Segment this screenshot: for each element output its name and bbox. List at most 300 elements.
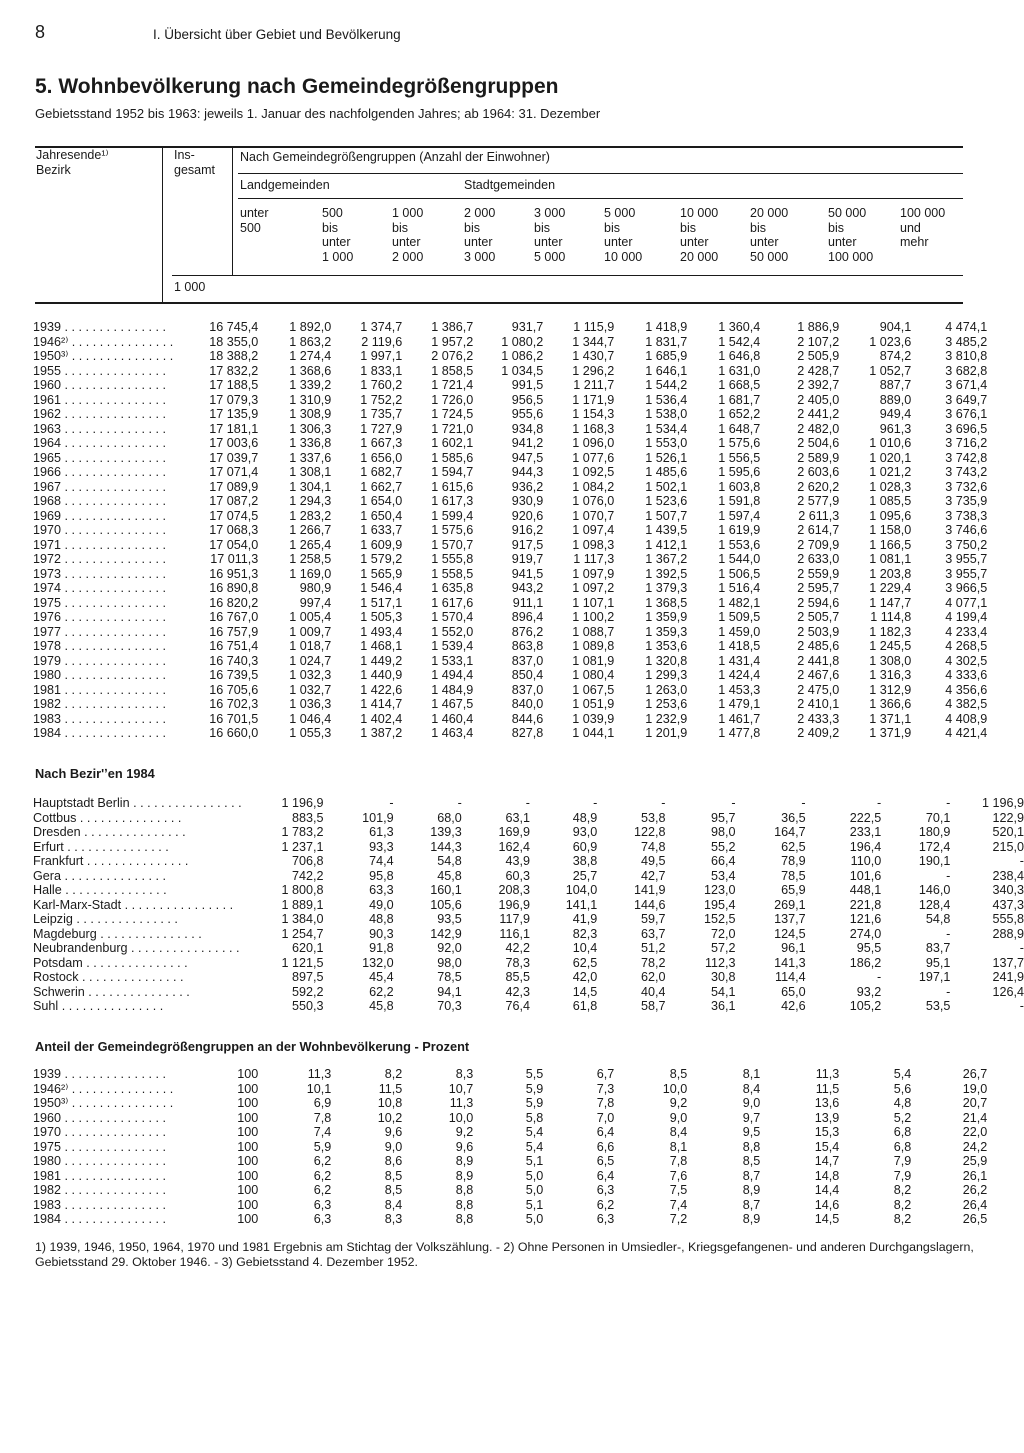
- cell-value: 844,6: [511, 711, 544, 726]
- cell-value: 54,1: [711, 984, 736, 999]
- cell-value: 1 020,1: [869, 450, 912, 465]
- cell-value: 3 742,8: [945, 450, 988, 465]
- row-label: 1972 . . .: [33, 552, 173, 567]
- cell-value: 1 371,9: [869, 726, 912, 740]
- cell-value: 122,8: [633, 825, 666, 839]
- header-bottom-rule: [35, 302, 963, 304]
- cell-value: 132,0: [362, 955, 394, 970]
- cell-value: 1 232,9: [645, 711, 688, 726]
- cell-value: 8,2: [384, 1067, 403, 1081]
- cell-value: 61,3: [369, 825, 394, 839]
- cell-value: 190,1: [918, 854, 951, 868]
- cell-value: 1 858,5: [431, 363, 474, 378]
- cell-value: 8,9: [455, 1154, 474, 1168]
- table-row: [33, 712, 987, 727]
- cell-value: 1 430,7: [572, 349, 615, 363]
- cell-value: -: [946, 796, 951, 810]
- cell-value: 233,1: [849, 825, 882, 839]
- cell-value: 3 649,7: [945, 392, 988, 407]
- cell-value: 3 676,1: [945, 407, 988, 421]
- cell-value: 1 337,6: [289, 450, 332, 465]
- cell-value: 36,5: [781, 810, 806, 825]
- cell-value: 8,9: [455, 1168, 474, 1183]
- cell-value: 1 997,1: [360, 349, 403, 363]
- cell-value: 1 721,4: [431, 378, 474, 392]
- table-row: [33, 335, 987, 350]
- cell-value: 9,0: [384, 1139, 403, 1154]
- table-row: [33, 927, 1024, 942]
- cell-value: 837,0: [511, 653, 544, 668]
- cell-value: 78,3: [505, 955, 530, 970]
- cell-value: 1 084,2: [572, 479, 615, 494]
- cell-value: 6,2: [313, 1183, 332, 1197]
- cell-value: 14,4: [814, 1183, 840, 1197]
- table-row: [33, 1154, 987, 1169]
- cell-value: 1 402,4: [360, 711, 403, 726]
- cell-value: 152,5: [704, 912, 736, 926]
- row-label: 1960 . . .: [33, 378, 173, 393]
- cell-value: 1 526,1: [645, 450, 688, 465]
- cell-value: 9,0: [669, 1110, 688, 1125]
- cell-value: 1 096,0: [572, 436, 615, 450]
- cell-value: 5,4: [893, 1067, 912, 1081]
- cell-value: 54,8: [437, 854, 462, 868]
- cell-value: 920,6: [511, 508, 544, 523]
- cell-value: 1 374,7: [360, 320, 403, 334]
- table-row: [33, 854, 1024, 869]
- cell-value: 16 751,4: [209, 639, 259, 653]
- cell-value: 2 503,9: [797, 624, 840, 639]
- cell-value: 6,2: [313, 1154, 332, 1168]
- cell-value: 1 308,1: [289, 465, 332, 479]
- cell-value: 1 169,0: [289, 566, 332, 581]
- cell-value: 48,8: [369, 912, 394, 926]
- cell-value: 2 504,6: [797, 436, 840, 450]
- cell-value: 592,2: [292, 984, 324, 999]
- cell-value: 10,1: [306, 1081, 332, 1096]
- cell-value: 142,9: [430, 926, 462, 941]
- table-row: [33, 883, 1024, 898]
- cell-value: 7,9: [893, 1154, 912, 1168]
- cell-value: 100: [237, 1183, 259, 1197]
- cell-value: 1 539,4: [431, 639, 474, 653]
- cell-value: 1 609,9: [360, 537, 403, 552]
- table-row: [33, 898, 1024, 913]
- table-row: [33, 1082, 987, 1097]
- row-label: 1980 . . .: [33, 668, 173, 683]
- cell-value: 1 245,5: [869, 639, 912, 653]
- cell-value: 8,4: [742, 1081, 761, 1096]
- cell-value: 16 951,3: [209, 566, 259, 581]
- cell-value: 1 463,4: [431, 726, 474, 740]
- cell-value: 1 682,7: [360, 465, 403, 479]
- cell-value: 17 089,9: [209, 479, 259, 494]
- cell-value: 1 010,6: [869, 436, 912, 450]
- cell-value: 53,4: [711, 868, 736, 883]
- cell-value: 1 392,5: [645, 566, 688, 581]
- cell-value: 274,0: [849, 926, 882, 941]
- cell-value: 93,2: [856, 984, 882, 999]
- cell-value: 943,2: [511, 581, 544, 595]
- cell-value: 4 333,6: [945, 668, 988, 682]
- cell-value: 1 283,2: [289, 508, 332, 523]
- cell-value: 221,8: [849, 897, 882, 912]
- cell-value: 70,3: [437, 999, 462, 1013]
- cell-value: 1 046,4: [289, 711, 332, 726]
- cell-value: 42,6: [781, 999, 806, 1013]
- cell-value: 66,4: [711, 854, 736, 868]
- cell-value: 121,6: [849, 912, 882, 926]
- cell-value: 101,9: [362, 810, 394, 825]
- table-row: [33, 1096, 987, 1111]
- cell-value: 949,4: [879, 407, 912, 421]
- cell-value: 9,7: [742, 1110, 761, 1125]
- cell-value: 1 147,7: [869, 595, 912, 610]
- size-class-header: 3 000 bis unter 5 000: [534, 206, 566, 264]
- cell-value: -: [1019, 999, 1024, 1013]
- cell-value: 930,9: [511, 494, 544, 508]
- table-row: [33, 912, 1024, 927]
- row-label: 1970 . . .: [33, 1125, 173, 1140]
- cell-value: 215,0: [992, 839, 1024, 854]
- cell-value: 68,0: [437, 810, 462, 825]
- cell-value: 126,4: [992, 984, 1024, 999]
- cell-value: -: [946, 926, 951, 941]
- cell-value: 14,5: [572, 984, 598, 999]
- row-label: 1978 . . .: [33, 639, 173, 654]
- cell-value: 1 889,1: [281, 897, 324, 912]
- cell-value: 11,5: [815, 1081, 840, 1096]
- cell-value: 550,3: [292, 999, 324, 1013]
- row-label: 1979 . . .: [33, 654, 173, 669]
- row-label: Karl-Marx-Stadt . . . .: [33, 898, 242, 913]
- cell-value: 62,5: [781, 839, 806, 854]
- cell-value: 2 482,0: [797, 421, 840, 436]
- cell-value: 1 467,5: [431, 697, 474, 711]
- anteil-heading: Anteil der Gemeindegrößengruppen an der Wohnbevölkerung - Prozent: [35, 1039, 470, 1054]
- cell-value: 1 254,7: [281, 926, 324, 941]
- cell-value: 9,6: [384, 1125, 403, 1139]
- table-row: [33, 494, 987, 509]
- row-label: Dresden . . .: [33, 825, 242, 840]
- cell-value: 16 767,0: [209, 610, 259, 624]
- header-land-stadt-rule: [238, 198, 963, 199]
- cell-value: 1 076,0: [572, 494, 615, 508]
- cell-value: 16 739,5: [209, 668, 259, 682]
- cell-value: 8,1: [742, 1067, 761, 1081]
- cell-value: 8,5: [669, 1067, 688, 1081]
- cell-value: 1 114,8: [870, 610, 912, 624]
- cell-value: 100: [237, 1081, 259, 1096]
- cell-value: 11,5: [378, 1081, 403, 1096]
- row-label: 1950³⁾ . . .: [33, 349, 173, 364]
- cell-value: 1 546,4: [360, 581, 403, 595]
- table-row: [33, 840, 1024, 855]
- cell-value: 57,2: [711, 941, 736, 955]
- size-class-header: 1 000 bis unter 2 000: [392, 206, 424, 264]
- cell-value: 3 485,2: [945, 334, 988, 349]
- cell-value: 14,7: [814, 1154, 840, 1168]
- cell-value: 123,0: [704, 883, 736, 897]
- cell-value: 850,4: [511, 668, 544, 682]
- row-label: Erfurt . . .: [33, 840, 242, 855]
- cell-value: 4 302,5: [945, 653, 988, 668]
- cell-value: 17 181,1: [209, 421, 259, 436]
- cell-value: 78,2: [640, 955, 666, 970]
- cell-value: 104,0: [565, 883, 598, 897]
- cell-value: 7,8: [313, 1110, 332, 1125]
- size-class-header: unter 500: [240, 206, 269, 235]
- table-row: [33, 465, 987, 480]
- cell-value: 100: [237, 1139, 259, 1154]
- cell-value: 26,1: [962, 1168, 988, 1183]
- cell-value: 160,1: [430, 883, 462, 897]
- cell-value: 1 081,9: [572, 653, 615, 668]
- cell-value: 3 696,5: [945, 421, 988, 436]
- cell-value: 17 054,0: [209, 537, 259, 552]
- cell-value: 1 617,3: [431, 494, 474, 508]
- cell-value: 1 652,2: [718, 407, 761, 421]
- cell-value: 17 011,3: [210, 552, 259, 566]
- cell-value: 1 367,2: [645, 552, 688, 566]
- cell-value: 36,1: [711, 999, 736, 1013]
- table-row: [33, 422, 987, 437]
- cell-value: -: [801, 796, 806, 810]
- cell-value: 95,1: [925, 955, 951, 970]
- cell-value: 112,3: [704, 955, 736, 970]
- cell-value: 95,8: [369, 868, 394, 883]
- cell-value: 1 296,2: [572, 363, 615, 378]
- cell-value: 17 071,4: [209, 465, 259, 479]
- cell-value: 1 439,5: [645, 523, 688, 537]
- row-label: 1975 . . .: [33, 1140, 173, 1155]
- cell-value: 2 709,9: [797, 537, 840, 552]
- cell-value: 5,4: [525, 1125, 544, 1139]
- cell-value: 1 783,2: [281, 825, 324, 839]
- cell-value: -: [1019, 854, 1024, 868]
- cell-value: 100: [237, 1168, 259, 1183]
- cell-value: 30,8: [711, 970, 736, 984]
- cell-value: 5,9: [313, 1139, 332, 1154]
- cell-value: 1 070,7: [572, 508, 615, 523]
- row-label: Potsdam . . .: [33, 956, 242, 971]
- table-subtitle: Gebietsstand 1952 bis 1963: jeweils 1. Januar des nachfolgenden Jahres; ab 1964: 31. Dezember: [35, 106, 601, 121]
- cell-value: 26,7: [962, 1067, 988, 1081]
- row-label: 1967 . . .: [33, 480, 173, 495]
- cell-value: 195,4: [704, 897, 736, 912]
- cell-value: 5,2: [893, 1110, 912, 1125]
- cell-value: 5,6: [893, 1081, 912, 1096]
- cell-value: 1 306,3: [289, 421, 332, 436]
- cell-value: 1 263,0: [645, 682, 688, 697]
- cell-value: 141,1: [565, 897, 598, 912]
- cell-value: 3 810,8: [945, 349, 988, 363]
- cell-value: 1 265,4: [289, 537, 332, 552]
- cell-value: 1 158,0: [869, 523, 912, 537]
- cell-value: 1 308,0: [869, 653, 912, 668]
- cell-value: 1 196,9: [981, 796, 1024, 810]
- cell-value: 11,3: [307, 1067, 332, 1081]
- cell-value: 1 453,3: [718, 682, 761, 697]
- cell-value: 1 553,0: [645, 436, 688, 450]
- cell-value: 4 382,5: [945, 697, 988, 711]
- cell-value: 1 449,2: [360, 653, 403, 668]
- cell-value: -: [946, 868, 951, 883]
- cell-value: 2 633,0: [797, 552, 840, 566]
- cell-value: 1 579,2: [360, 552, 403, 566]
- cell-value: 95,5: [856, 941, 882, 955]
- cell-value: 1 055,3: [289, 726, 332, 740]
- cell-value: 19,0: [962, 1081, 988, 1096]
- cell-value: 1 359,3: [645, 624, 688, 639]
- cell-value: 1 656,0: [360, 450, 403, 465]
- cell-value: 26,5: [962, 1212, 988, 1226]
- cell-value: 7,9: [893, 1168, 912, 1183]
- table-row: [33, 1169, 987, 1184]
- cell-value: 42,7: [640, 868, 666, 883]
- cell-value: 916,2: [511, 523, 544, 537]
- cell-value: 883,5: [292, 810, 324, 825]
- cell-value: 1 760,2: [360, 378, 403, 392]
- cell-value: 54,8: [925, 912, 951, 926]
- cell-value: 1 752,2: [360, 392, 403, 407]
- cell-value: 17 068,3: [209, 523, 259, 537]
- cell-value: 2 433,3: [797, 711, 840, 726]
- cell-value: 3 743,2: [945, 465, 988, 479]
- cell-value: 17 074,5: [209, 508, 259, 523]
- cell-value: 16 705,6: [209, 682, 259, 697]
- table-row: [33, 825, 1024, 840]
- cell-value: 5,1: [525, 1197, 544, 1212]
- cell-value: 1 544,2: [645, 378, 688, 392]
- cell-value: 1 085,5: [869, 494, 912, 508]
- table-row: [33, 509, 987, 524]
- cell-value: 1 386,7: [431, 320, 474, 334]
- cell-value: 6,3: [596, 1212, 615, 1226]
- table-row: [33, 956, 1024, 971]
- table-row: [33, 1212, 987, 1227]
- cell-value: 1 266,7: [289, 523, 332, 537]
- cell-value: 169,9: [498, 825, 530, 839]
- cell-value: 1 036,3: [289, 697, 332, 711]
- cell-value: 8,3: [384, 1212, 403, 1226]
- cell-value: 3 682,8: [945, 363, 988, 378]
- cell-value: 1 542,4: [718, 334, 761, 349]
- size-class-header: 2 000 bis unter 3 000: [464, 206, 496, 264]
- cell-value: 6,8: [893, 1125, 912, 1139]
- table-row: [33, 683, 987, 698]
- cell-value: 911,1: [512, 595, 544, 610]
- cell-value: 1 646,8: [718, 349, 761, 363]
- cell-value: 3 738,3: [945, 508, 988, 523]
- cell-value: 1 203,8: [869, 566, 912, 581]
- table-row: [33, 596, 987, 611]
- cell-value: 1 077,6: [572, 450, 615, 465]
- cell-value: 45,8: [437, 868, 462, 883]
- cell-value: 1 585,6: [431, 450, 474, 465]
- cell-value: 1 635,8: [431, 581, 474, 595]
- row-label: 1982 . . .: [33, 1183, 173, 1198]
- cell-value: 13,9: [814, 1110, 840, 1125]
- cell-value: 4 408,9: [945, 711, 988, 726]
- cell-value: 1 507,7: [645, 508, 688, 523]
- cell-value: 947,5: [511, 450, 544, 465]
- row-label: 1939 . . .: [33, 320, 173, 335]
- cell-value: 25,9: [962, 1154, 988, 1168]
- cell-value: 8,2: [893, 1183, 912, 1197]
- cell-value: 1 294,3: [289, 494, 332, 508]
- row-label: 1963 . . .: [33, 422, 173, 437]
- cell-value: 124,5: [774, 926, 806, 941]
- cell-value: 1 371,1: [869, 711, 912, 726]
- cell-value: 53,5: [925, 999, 951, 1013]
- cell-value: 7,8: [596, 1096, 615, 1110]
- row-label: Suhl . . .: [33, 999, 242, 1014]
- cell-value: 6,3: [313, 1197, 332, 1212]
- size-class-header: 50 000 bis unter 100 000: [828, 206, 874, 264]
- cell-value: 288,9: [992, 926, 1024, 941]
- cell-value: 1 523,6: [645, 494, 688, 508]
- cell-value: 100: [237, 1096, 259, 1110]
- cell-value: 10,0: [662, 1081, 688, 1096]
- cell-value: 897,5: [292, 970, 324, 984]
- cell-value: 1 565,9: [360, 566, 403, 581]
- size-class-header: 100 000 und mehr: [900, 206, 946, 249]
- size-class-header: 5 000 bis unter 10 000: [604, 206, 643, 264]
- row-label: 1946²⁾ . . .: [33, 335, 173, 350]
- row-label: 1960 . . .: [33, 1111, 173, 1126]
- cell-value: 98,0: [711, 825, 736, 839]
- cell-value: 18 388,2: [209, 349, 259, 363]
- header-stadt-label: Stadtgemeinden: [464, 178, 556, 192]
- cell-value: 11,3: [815, 1067, 840, 1081]
- cell-value: 2 595,7: [797, 581, 840, 595]
- table-row: [33, 393, 987, 408]
- table-row: [33, 668, 987, 683]
- cell-value: 10,8: [377, 1096, 403, 1110]
- cell-value: 16 740,3: [209, 653, 259, 668]
- table-row: [33, 320, 987, 335]
- cell-value: 6,7: [596, 1067, 615, 1081]
- cell-value: 114,4: [775, 970, 806, 984]
- cell-value: 4 233,4: [945, 624, 988, 639]
- cell-value: 1 422,6: [360, 682, 403, 697]
- cell-value: 146,0: [918, 883, 951, 897]
- running-head: I. Übersicht über Gebiet und Bevölkerung: [153, 27, 401, 42]
- table-row: [33, 1183, 987, 1198]
- cell-value: 1 098,3: [572, 537, 615, 552]
- cell-value: 8,3: [455, 1067, 474, 1081]
- cell-value: 4 268,5: [945, 639, 988, 653]
- row-label: 1974 . . .: [33, 581, 173, 596]
- cell-value: 101,6: [849, 868, 882, 883]
- cell-value: 1 648,7: [718, 421, 761, 436]
- cell-value: -: [457, 796, 462, 810]
- cell-value: 448,1: [849, 883, 882, 897]
- table-row: [33, 407, 987, 422]
- cell-value: 5,0: [525, 1212, 544, 1226]
- cell-value: 7,6: [669, 1168, 688, 1183]
- cell-value: 1 594,7: [431, 465, 474, 479]
- cell-value: 8,8: [455, 1212, 474, 1226]
- row-label: Schwerin . . .: [33, 985, 242, 1000]
- cell-value: 91,8: [369, 941, 394, 955]
- cell-value: 9,2: [669, 1096, 688, 1110]
- cell-value: 1 493,4: [360, 624, 403, 639]
- cell-value: 1 100,2: [572, 610, 615, 624]
- cell-value: 13,6: [814, 1096, 840, 1110]
- cell-value: 1 477,8: [718, 726, 761, 740]
